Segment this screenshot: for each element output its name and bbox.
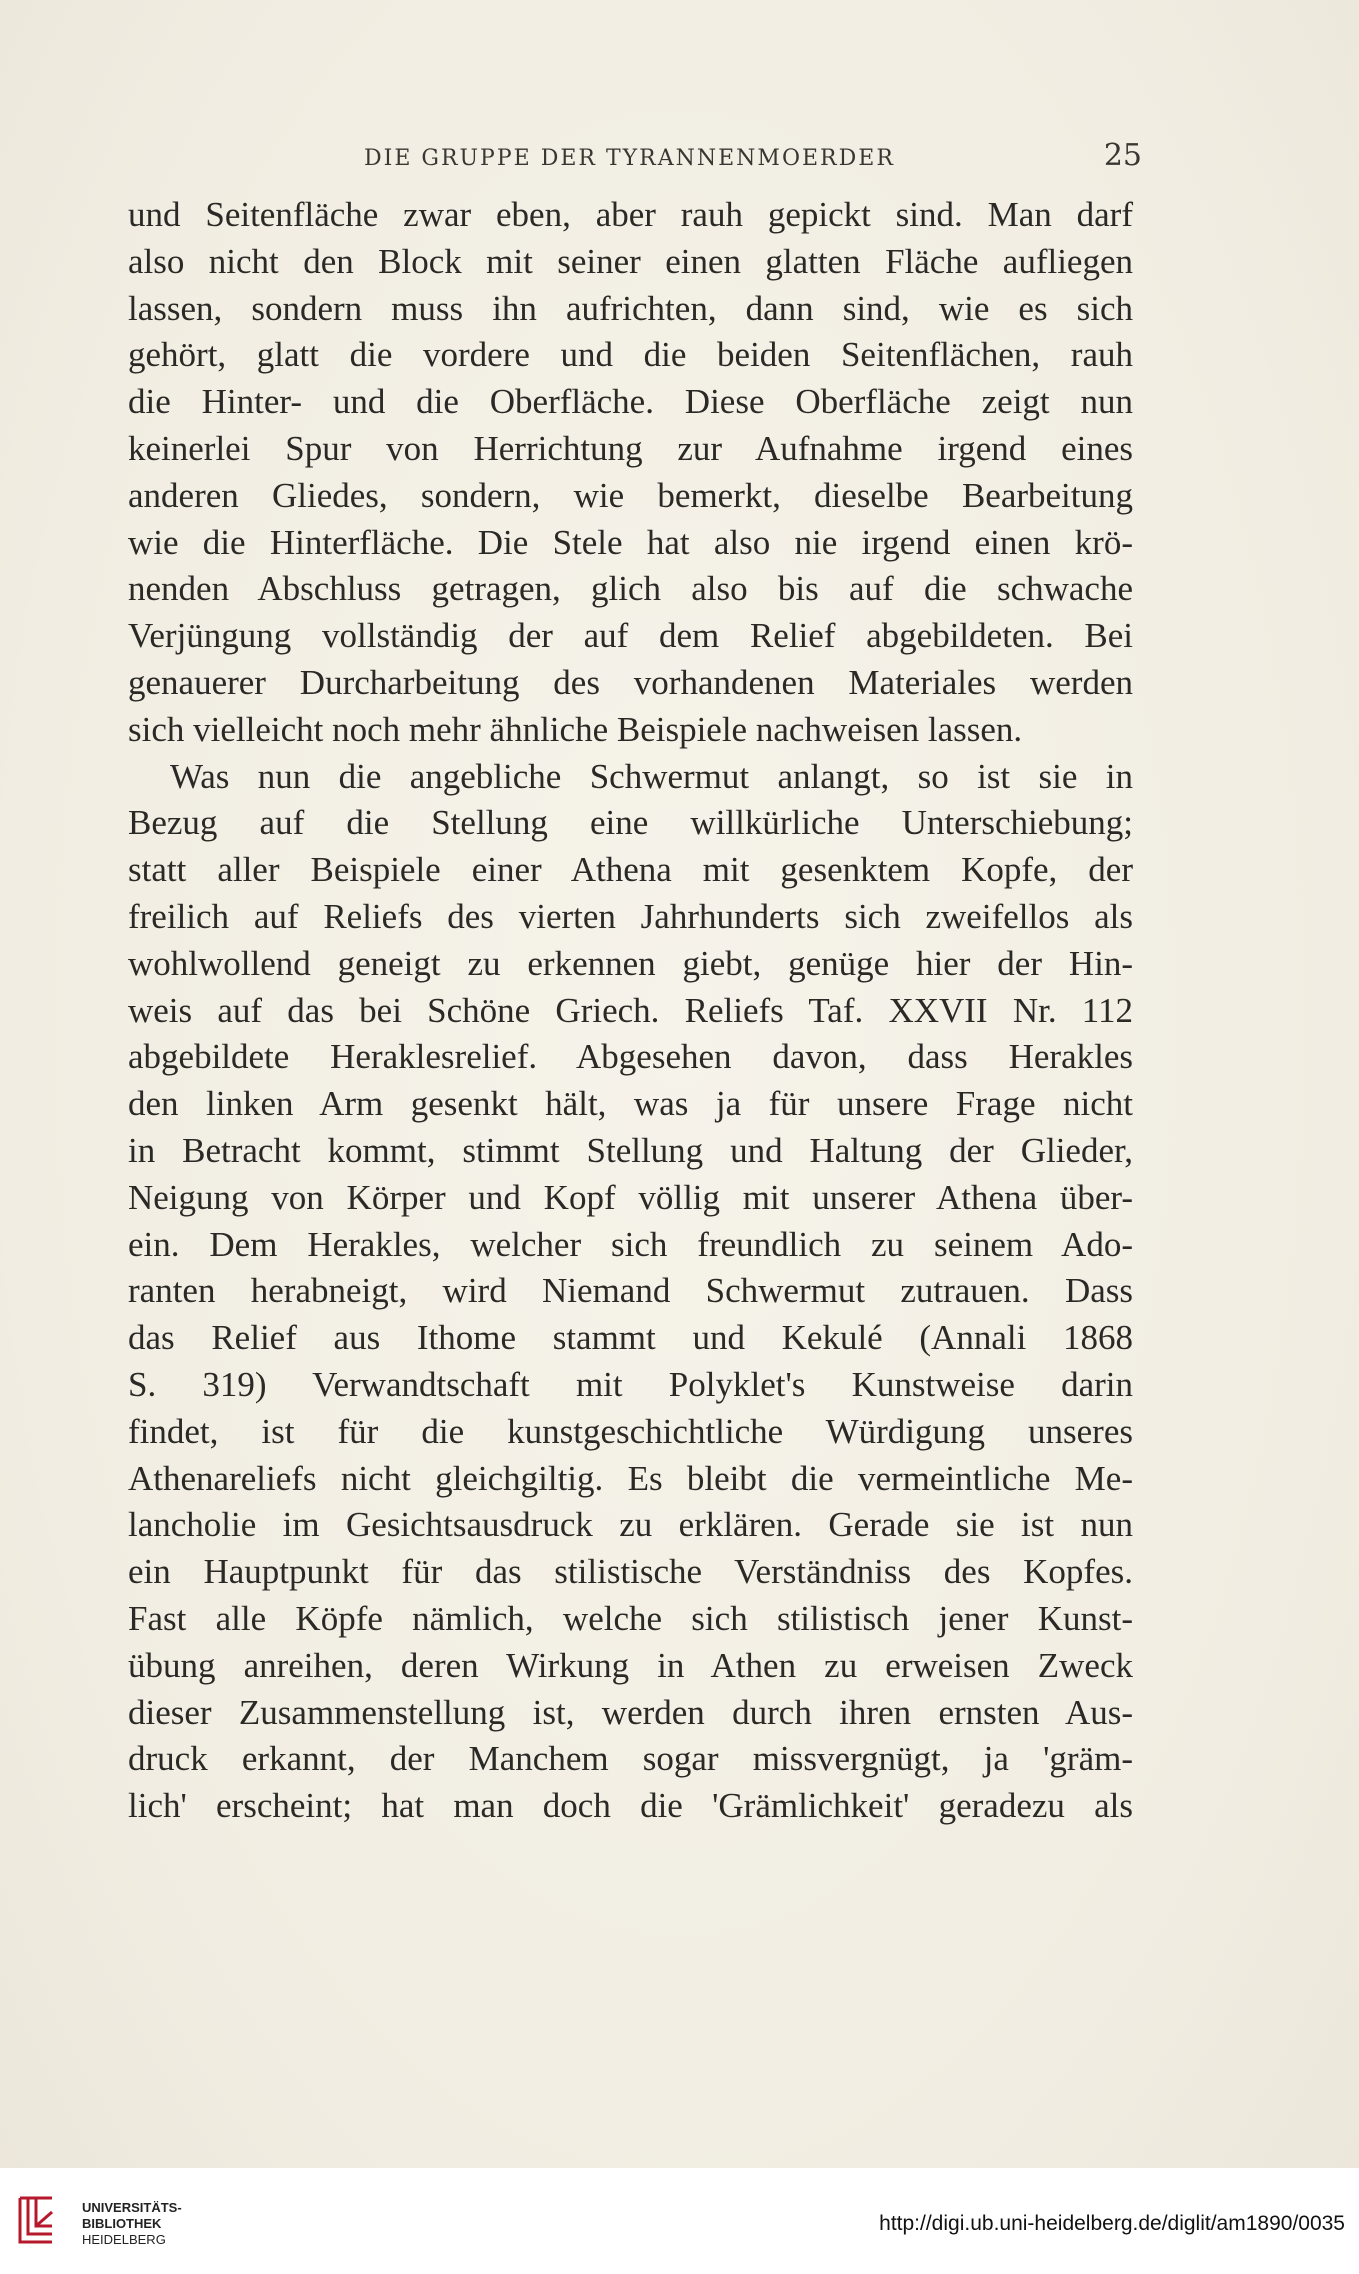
text-line: gehört, glatt die vordere und die beiden Seitenflächen, rauh <box>128 335 1133 375</box>
text-line: weis auf das bei Schöne Griech. Reliefs Taf. XXVII Nr. 112 <box>128 990 1133 1030</box>
text-line: anderen Gliedes, sondern, wie bemerkt, dieselbe Bearbeitung <box>128 475 1133 515</box>
text-line: lancholie im Gesichtsausdruck zu erklären. Gerade sie ist nun <box>128 1505 1133 1545</box>
text-line: ein Hauptpunkt für das stilistische Verständniss des Kopfes. <box>128 1552 1133 1592</box>
text-line: in Betracht kommt, stimmt Stellung und Haltung der Glieder, <box>128 1130 1133 1170</box>
library-footer <box>0 2168 1359 2274</box>
text-line: druck erkannt, der Manchem sogar missvergnügt, ja 'gräm- <box>128 1739 1133 1779</box>
institution-line: HEIDELBERG <box>82 2232 166 2247</box>
text-line: lich' erscheint; hat man doch die 'Grämlichkeit' geradezu als <box>128 1786 1133 1826</box>
text-line: wohlwollend geneigt zu erkennen giebt, genüge hier der Hin- <box>128 943 1133 983</box>
body-text <box>128 192 1133 1830</box>
text-line: wie die Hinterfläche. Die Stele hat also nie irgend einen krö- <box>128 522 1133 562</box>
institution-line: BIBLIOTHEK <box>82 2216 162 2231</box>
text-line: Bezug auf die Stellung eine willkürliche Unterschiebung; <box>128 803 1133 843</box>
text-line: ein. Dem Herakles, welcher sich freundlich zu seinem Ado- <box>128 1224 1133 1264</box>
text-line: Neigung von Körper und Kopf völlig mit unserer Athena über- <box>128 1177 1133 1217</box>
text-line: genauerer Durcharbeitung des vorhandenen Materiales werden <box>128 662 1133 702</box>
text-line: dieser Zusammenstellung ist, werden durch ihren ernsten Aus- <box>128 1692 1133 1732</box>
text-line: sich vielleicht noch mehr ähnliche Beispiele nachweisen lassen. <box>128 709 1023 749</box>
running-title: DIE GRUPPE DER TYRANNENMOERDER <box>364 146 895 171</box>
institution-line: UNIVERSITÄTS- <box>82 2200 182 2215</box>
text-line: Was nun die angebliche Schwermut anlangt, so ist sie in <box>170 756 1133 796</box>
text-line: findet, ist für die kunstgeschichtliche Würdigung unseres <box>128 1411 1133 1451</box>
text-line: also nicht den Block mit seiner einen glatten Fläche aufliegen <box>128 241 1133 281</box>
text-line: keinerlei Spur von Herrichtung zur Aufnahme irgend eines <box>128 428 1133 468</box>
text-line: freilich auf Reliefs des vierten Jahrhunderts sich zweifellos als <box>128 896 1133 936</box>
text-line: abgebildete Heraklesrelief. Abgesehen davon, dass Herakles <box>128 1037 1133 1077</box>
text-line: S. 319) Verwandtschaft mit Polyklet's Kunstweise darin <box>128 1364 1133 1404</box>
text-line: nenden Abschluss getragen, glich also bis auf die schwache <box>128 569 1133 609</box>
text-line: und Seitenfläche zwar eben, aber rauh gepickt sind. Man darf <box>128 195 1133 234</box>
institution-name <box>82 2200 182 2248</box>
page-number: 25 <box>1103 138 1142 173</box>
text-line: den linken Arm gesenkt hält, was ja für unsere Frage nicht <box>128 1084 1133 1124</box>
text-line: Verjüngung vollständig der auf dem Relief abgebildeten. Bei <box>128 616 1133 656</box>
text-line: die Hinter- und die Oberfläche. Diese Oberfläche zeigt nun <box>128 382 1133 422</box>
text-line: Fast alle Köpfe nämlich, welche sich stilistisch jener Kunst- <box>128 1598 1133 1638</box>
page-header <box>128 138 1142 178</box>
text-line: statt aller Beispiele einer Athena mit gesenktem Kopfe, der <box>128 850 1133 890</box>
permalink-url[interactable]: http://digi.ub.uni-heidelberg.de/diglit/am1890/0035 <box>879 2212 1345 2235</box>
library-logo-icon <box>12 2192 74 2254</box>
text-line: übung anreihen, deren Wirkung in Athen zu erweisen Zweck <box>128 1645 1133 1685</box>
text-line: lassen, sondern muss ihn aufrichten, dann sind, wie es sich <box>128 288 1133 328</box>
text-line: das Relief aus Ithome stammt und Kekulé (Annali 1868 <box>128 1318 1133 1358</box>
text-line: ranten herabneigt, wird Niemand Schwermut zutrauen. Dass <box>128 1271 1133 1311</box>
text-line: Athenareliefs nicht gleichgiltig. Es bleibt die vermeintliche Me- <box>128 1458 1133 1498</box>
